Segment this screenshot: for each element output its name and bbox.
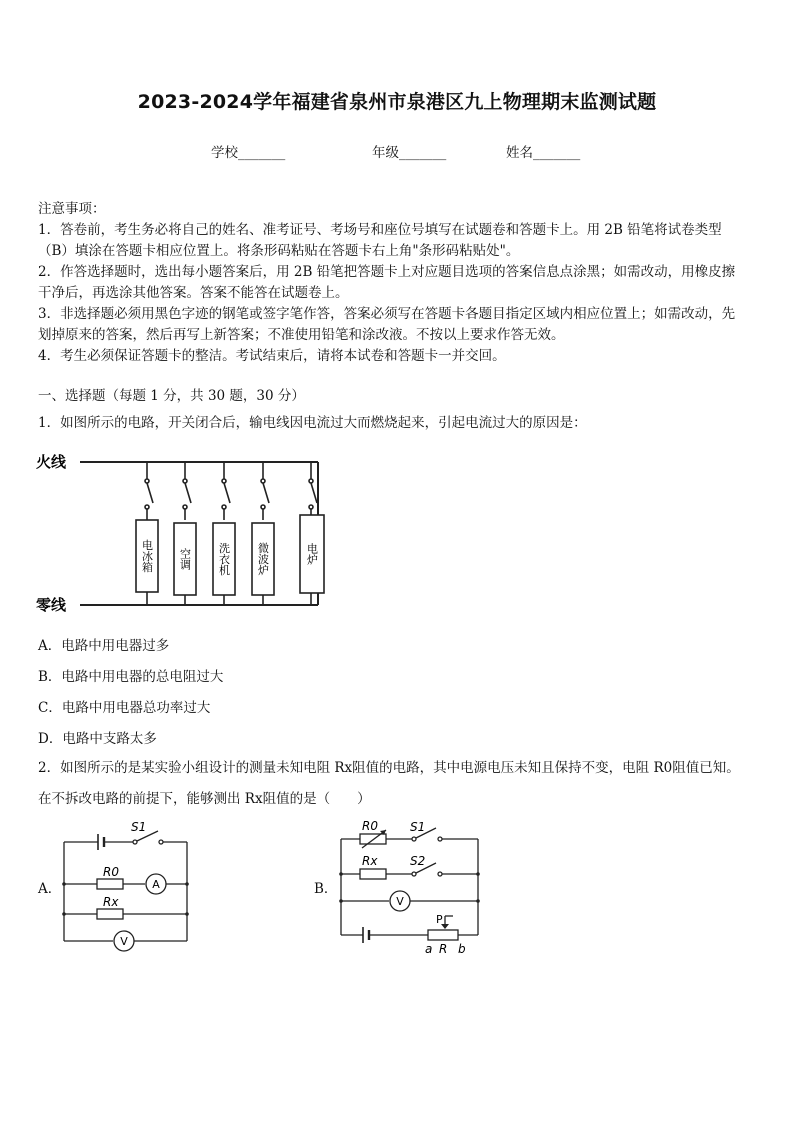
q2-stem-line-2: 在不拆改电路的前提下，能够测出 Rx阻值的是（ ） [38,791,371,807]
note-2-line-1: 2．作答选择题时，选出每小题答案后，用 2B 铅笔把答题卡上对应题目选项的答案信息点涂黑；如需改动，用橡皮擦 [38,264,736,280]
branch-2 [174,462,196,605]
q1-household-circuit-figure [30,445,360,620]
q1-option-a[interactable]: A．电路中用电器过多 [38,638,170,654]
note-3-line-1: 3．非选择题必须用黑色字迹的钢笔或签字笔作答，答案必须写在答题卡各题目指定区域内相应位置上；如需改动，先 [38,306,736,322]
section-heading: 一、选择题（每题 1 分，共 30 题，30 分） [38,388,305,404]
ammeter-icon: A [152,878,160,891]
note-2-line-2: 干净后，再选涂其他答案。答案不能答在试题卷上。 [38,285,349,301]
rheostat-r-label: R [439,942,448,956]
branch-4 [252,462,274,605]
note-4: 4．考生必须保证答题卡的整洁。考试结束后，请将本试卷和答题卡一并交回。 [38,348,506,364]
notes-heading: 注意事项： [38,201,106,217]
r0-label-b: R0 [362,819,378,833]
grade-field[interactable]: 年级_______ [372,145,447,161]
q2-circuit-b-figure [332,815,492,960]
rx-label-a: Rx [103,895,119,909]
q1-option-d[interactable]: D．电路中支路太多 [38,731,157,747]
switch-s2-label-b: S2 [410,854,426,868]
school-field[interactable]: 学校_______ [211,145,286,161]
q2-stem-line-1: 2．如图所示的是某实验小组设计的测量未知电阻 Rx阻值的电路，其中电源电压未知且保持不变，电阻 R0阻值已知。 [38,760,740,776]
rx-label-b: Rx [362,854,378,868]
note-3-line-2: 划掉原来的答案，然后再写上新答案；不准使用铅笔和涂改液。不按以上要求作答无效。 [38,327,565,343]
q1-option-c[interactable]: C．电路中用电器总功率过大 [38,700,211,716]
name-field[interactable]: 姓名_______ [506,145,581,161]
note-1-line-2: （B）填涂在答题卡相应位置上。将条形码粘贴在答题卡右上角"条形码粘贴处"。 [38,243,520,259]
r0-label-a: R0 [103,865,119,879]
branch-1 [136,462,158,605]
note-1-line-1: 1．答卷前，考生务必将自己的姓名、准考证号、考场号和座位号填写在试题卷和答题卡上。用 2B 铅笔将试卷类型 [38,222,722,238]
end-b-label: b [458,942,466,956]
appliance-3-label: 洗衣机 [217,542,231,576]
branch-5 [300,462,324,605]
branch-3 [213,462,235,605]
q2-option-b-label[interactable]: B． [314,881,338,897]
voltmeter-icon-b: V [396,895,404,908]
appliance-4-label: 微波炉 [256,542,270,576]
exam-title: 2023-2024学年福建省泉州市泉港区九上物理期末监测试题 [137,91,657,113]
q2-circuit-a-figure [55,818,195,953]
neutral-wire-label: 零线 [36,596,67,614]
appliance-5-label: 电炉 [305,543,319,565]
live-wire-label: 火线 [36,453,67,471]
appliance-1-label: 电冰箱 [140,539,154,573]
q1-option-b[interactable]: B．电路中用电器的总电阻过大 [38,669,224,685]
slider-p-label: P [436,913,443,926]
voltmeter-icon-a: V [120,935,128,948]
end-a-label: a [425,942,433,956]
q1-stem: 1．如图所示的电路，开关闭合后，输电线因电流过大而燃烧起来，引起电流过大的原因是： [38,415,587,431]
switch-s1-label: S1 [131,820,147,834]
appliance-2-label: 空调 [178,548,192,570]
q2-option-a-label[interactable]: A． [38,881,62,897]
switch-s1-label-b: S1 [410,820,426,834]
